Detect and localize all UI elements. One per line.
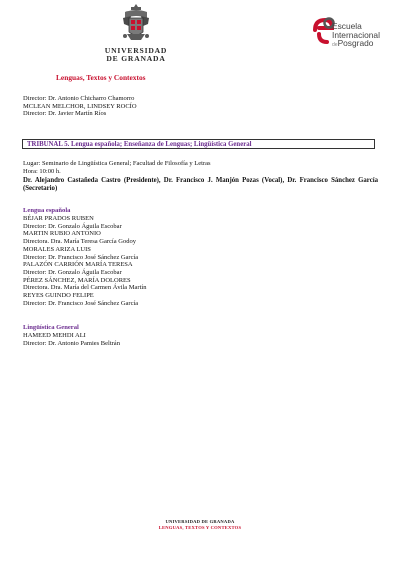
section-lengua-espanola bbox=[23, 206, 146, 307]
list-item: REYES GUINDO FELIPE bbox=[23, 292, 94, 300]
tribunal-title: TRIBUNAL 5. Lengua española; Enseñanza de Lenguas; Lingüística General bbox=[27, 141, 252, 148]
posgrado-line1: Escuela bbox=[332, 21, 362, 31]
footer-university: UNIVERSIDAD DE GRANADA bbox=[165, 519, 235, 524]
list-item: Director: Dr. Gonzalo Águila Escobar bbox=[23, 222, 122, 230]
university-crest-icon bbox=[119, 2, 153, 46]
previous-line: Director: Dr. Antonio Chicharro Chamorro bbox=[23, 95, 135, 102]
list-item: Directora. Dra. María Teresa García Godoy bbox=[23, 238, 136, 246]
tribunal-title-box bbox=[22, 139, 375, 149]
previous-line: Director: Dr. Javier Martín Ríos bbox=[23, 110, 107, 118]
list-item: PALAZÓN CARRIÓN MARÍA TERESA bbox=[23, 261, 133, 269]
list-item: Director: Dr. Antonio Pamies Beltrán bbox=[23, 339, 120, 347]
list-item: Director: Dr. Gonzalo Águila Escobar bbox=[23, 268, 122, 276]
section-linguistica-general bbox=[23, 323, 120, 347]
tribunal-members: Dr. Alejandro Castañeda Castro (Presidente), Dr. Francisco J. Manjón Pozas (Vocal), Dr. Francisco Sánchez García (Secretario) bbox=[23, 177, 378, 193]
page-footer bbox=[0, 519, 400, 531]
list-item: MORALES ARIZA LUIS bbox=[23, 245, 91, 253]
university-name-line1: UNIVERSIDAD bbox=[104, 46, 168, 55]
section-heading: Lengua española bbox=[23, 207, 71, 214]
list-item: Director: Dr. Francisco José Sánchez García bbox=[23, 253, 139, 261]
list-item: Director: Dr. Francisco José Sánchez García bbox=[23, 299, 139, 307]
list-item: PÉREZ SÁNCHEZ, MARÍA DOLORES bbox=[23, 276, 131, 284]
program-name: Lenguas, Textos y Contextos bbox=[56, 73, 146, 82]
university-name-line2: DE GRANADA bbox=[106, 54, 166, 64]
list-item: BÉJAR PRADOS RUBEN bbox=[23, 215, 94, 222]
posgrado-prefix: de bbox=[332, 42, 338, 49]
session-time: Hora: 10:00 h. bbox=[23, 167, 61, 175]
section-heading: Lingüística General bbox=[23, 324, 79, 331]
previous-tribunal-block bbox=[23, 95, 137, 118]
session-info bbox=[23, 160, 211, 175]
university-logo bbox=[88, 2, 184, 64]
list-item: Directora. Dra. María del Carmen Ávila Martín bbox=[23, 284, 147, 292]
footer-program: LENGUAS, TEXTOS Y CONTEXTOS bbox=[158, 525, 242, 530]
list-item: MARTIN RUBIO ANTONIO bbox=[23, 230, 101, 238]
previous-line: MCLEAN MELCHOR, LINDSEY ROCÍO bbox=[23, 102, 137, 110]
posgrado-line3: Posgrado bbox=[337, 38, 374, 49]
session-place: Lugar: Seminario de Lingüística General; Facultad de Filosofía y Letras bbox=[23, 160, 211, 167]
posgrado-logo-text bbox=[332, 22, 380, 50]
list-item: HAMEED MEHDI ALI bbox=[23, 332, 86, 339]
posgrado-line2: Internacional bbox=[332, 29, 380, 40]
